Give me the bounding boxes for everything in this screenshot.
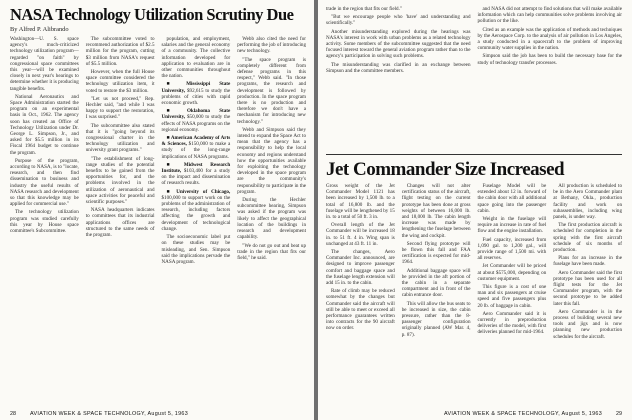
paragraph	[553, 222, 622, 253]
paragraph-text: Plans for an increase in the fuselage have been made.	[553, 255, 622, 268]
paragraph-text: $92,615 to study the problems of cities with rapid economic growth.	[161, 87, 231, 107]
paragraph-text: The subcommittee voted to recommend authorization of $2.5 million for the program, cutting $3 million from NASA's request of $5.5 million.	[85, 36, 155, 67]
paragraph-text: The subcommittee also stated that it is "going beyond its congressional charter in the technology utilization and university grant programs."	[85, 122, 155, 154]
paragraph	[478, 311, 547, 336]
paragraph-text: However, when the full House space committee considered the technology utilization item, it voted to restore the $3 million.	[85, 69, 155, 94]
paragraph-text: National Aeronautics and Space Administration started the program on an experimental basis in Oct., 1962. The agency soon has created an Office of Technology Utilization under Dr. George L. Simpson, Jr., and asked for $5.5 million in its Fiscal 1964 budget to continue the program.	[10, 93, 79, 156]
paragraph-text: Fuselage Model will be extended about 12 in. forward of the cabin door with all additional space going into the passenger cabin.	[477, 183, 547, 214]
paragraph	[86, 123, 155, 154]
paragraph-text: Cited as an example was the application of methods and techniques by the Aerospace Corp. to the analysis of air pollution in Los Angeles, a study conducted in a spacecraft to the problem of improving community water supplies in the nation.	[477, 26, 622, 52]
paragraph	[478, 183, 547, 214]
text-column	[86, 36, 155, 267]
paragraph	[86, 156, 155, 206]
paragraph-text: $100,000 to support work on the problems of the administration of research, including factors affecting the growth and development of technological change.	[161, 194, 231, 232]
paragraph	[326, 288, 395, 331]
paragraph	[326, 14, 471, 26]
paragraph	[478, 27, 623, 52]
paragraph	[326, 222, 395, 247]
paragraph-text: The first production aircraft is scheduled for completion in the spring with the first aircraft schedule of six months of production.	[553, 222, 622, 254]
paragraph-text: Aero Commander said it is currently in preproduction deliveries of the model, with first deliveries planned for mid-1964.	[477, 310, 547, 336]
paragraph	[162, 81, 231, 106]
paragraph	[237, 127, 306, 195]
paragraph	[553, 270, 622, 307]
paragraph	[162, 189, 231, 232]
paragraph	[326, 29, 471, 60]
paragraph	[326, 249, 395, 286]
byline: By Alfred P. Alibrando	[10, 26, 69, 33]
paragraph-text: Jet Commander will be priced at about $575,000, depending on customer equipment.	[477, 263, 547, 282]
page-number: 28	[10, 411, 16, 417]
paragraph	[326, 183, 395, 220]
text-column	[326, 6, 471, 76]
paragraph	[402, 241, 471, 266]
paragraph	[402, 183, 471, 239]
paragraph-text: The changes, Aero Commander Inc. announced, are designed to improve passenger comfort and baggage space and the fuselage length extension will add 15 in. to the cabin.	[326, 249, 395, 287]
text-column	[478, 6, 623, 76]
paragraph	[553, 255, 622, 267]
paragraph-text: Washington—U. S. space agency's much-criticized technology utilization program—regarded "on faith" by congressional space committees this year—will be examined closely in next year's hearings to determine whether it is producing tangible benefits.	[10, 36, 79, 92]
paragraph-text: Webb and Simpson said they intend to expand the Space Act to mean that the agency has a responsibility to help the local economy and regions understand how the opportunities available for exploiting the technology developed in the space program are the community's responsibility to participate in the program.	[237, 126, 306, 195]
paragraph	[237, 243, 306, 262]
paragraph	[162, 234, 231, 265]
paragraph-text: $50,000 to study the effects of NASA programs on the regional economy.	[161, 114, 231, 133]
paragraph-text: This will allow the bus seats to be increased in size, the cabin pressure, rather than the 8-passenger configuration originally planned (AW Mar. 4, p. 87).	[401, 300, 471, 338]
page-footer	[444, 411, 622, 417]
paragraph-lead: ■ American Academy of Arts & Sciences,	[161, 135, 231, 148]
continued-columns	[326, 6, 622, 76]
paragraph-text: $103,400 for a study on the impact and dissemination of research results.	[161, 168, 231, 187]
paragraph	[86, 207, 155, 238]
paragraph	[162, 135, 231, 160]
paragraph-text: "But we encourage people who 'have' and understanding and scientifically."	[326, 14, 471, 27]
paragraph-lead: ■ Midwest Research Institute,	[161, 161, 231, 175]
paragraph-text: The misunderstanding was clarified in an exchange between Simpson and the committee members.	[326, 61, 471, 74]
paragraph-text: Gross weight of the Jet Commander Model 1121 has been increased by 1,500 lb. to a total of 16,800 lb. and the fuselage will be lengthened by 15 in. to a total of 50 ft. 3 in.	[326, 183, 395, 221]
paragraph-text: Webb also cited the need for performing the job of introducing new technology.	[237, 36, 306, 55]
article-columns	[326, 183, 622, 342]
paragraph	[326, 62, 471, 74]
paragraph	[10, 158, 79, 208]
paragraph	[478, 6, 623, 25]
paragraph-text: Fuel capacity, increased from 1,090 gal. to 1,200 gal., will provide range of 1,500 mi. with all reserves.	[477, 236, 547, 262]
paragraph-text: population, and employment, salaries and the general economy of a community. The collective information developed for application to evaluation are in other communities throughout the nation.	[161, 36, 231, 80]
text-column	[10, 36, 79, 267]
article-headline: NASA Technology Utilization Scrutiny Due	[10, 5, 294, 24]
paragraph	[326, 6, 471, 12]
paragraph	[478, 53, 623, 65]
paragraph	[86, 96, 155, 121]
paragraph-text: The technology utilization program was studied carefully this year by House space committee's Subcommittee.	[10, 209, 79, 235]
paragraph-text: Second flying prototype will be flown this fall and FAA certification is expected for mid-1964.	[401, 240, 471, 266]
paragraph-lead: ■ Oklahoma State University,	[161, 108, 231, 121]
article-headline: Jet Commander Size Increased	[326, 159, 565, 180]
section-divider	[326, 154, 622, 155]
paragraph	[162, 36, 231, 79]
paragraph	[10, 209, 79, 234]
paragraph	[86, 36, 155, 67]
paragraph-text: "The space program is completely different from defense programs in this respect," Webb said. "In those programs, the research and development is followed by production. In the space program there is no production and therefore we don't have a mechanism for introducing new technology."	[237, 56, 306, 125]
paragraph	[237, 57, 306, 125]
paragraph	[162, 162, 231, 187]
paragraph-text: During the Hechler subcommittee hearing, Simpson was asked if the program was likely to affect the geographical location of the buildings in research and development capability.	[237, 197, 306, 241]
paragraph-text: $150,000 to make a study of the long-range implications of NASA programs.	[161, 141, 231, 160]
paragraph	[10, 94, 79, 156]
paragraph-text: trade in the region that fits our field."	[326, 6, 402, 12]
footer-title: AVIATION WEEK & SPACE TECHNOLOGY, August 5, 1963	[443, 411, 602, 417]
text-column	[402, 183, 471, 342]
article-columns	[10, 36, 306, 267]
paragraph	[402, 301, 471, 338]
paragraph-text: Aero Commander said the first prototype has been used for all flight tests for the Jet Commander program, with the second prototype to be added later this fall.	[553, 269, 622, 307]
text-column	[237, 36, 306, 267]
paragraph-text: Purpose of the program, according to NASA, is to "locate, research, and then find dissemination to business and industry the useful results of NASA research and development so that this knowledge may be applied for commercial use."	[10, 157, 79, 208]
text-column	[326, 183, 395, 342]
paragraph-text: Additional baggage space will be provided in the aft portion of the cabin in a separate compartment and in front of the cabin entrance door.	[401, 267, 471, 299]
paragraph-text: Overall length of the Jet Commander will be increased 18 in. to 51 ft. 4 in. Wing span is unchanged at 43 ft. 11 in.	[326, 222, 395, 247]
paragraph	[402, 268, 471, 299]
paragraph-text: All production is scheduled to be in the Aero Commander plant at Bethany, Okla., production facility and work on subassemblies, including wing panels, is under way.	[553, 183, 622, 221]
paragraph-text: Aero Commander is in the process of building several new tools and jigs and is now planning new production schedules for the aircraft.	[553, 308, 622, 340]
paragraph	[237, 36, 306, 55]
paragraph-text: "The establishment of long-range studies of the potential benefits to be gained from the opportunities for, and the problems involved in the utilization of aeronautical and space activities for peaceful and scientific purposes."	[85, 155, 155, 206]
paragraph	[478, 263, 547, 282]
footer-title: AVIATION WEEK & SPACE TECHNOLOGY, August 5, 1963	[30, 411, 189, 417]
paragraph-text: Changes will not alter certification status of the aircraft, flight testing on the current prototype has been done at gross weights of between 16,000 lb. and 18,000 lb. The cabin length increase was made by lengthening the fuselage between the wing and cockpit.	[401, 183, 471, 239]
paragraph	[478, 216, 547, 235]
paragraph-text: "We do not go out and beat up trade in the region that fits our field," he said.	[237, 242, 306, 261]
paragraph-text: and NASA did not attempt to find solutions that will make available information which can help communities solve problems involving air pollution or the like.	[477, 6, 622, 25]
paragraph	[478, 237, 547, 262]
paragraph	[553, 309, 622, 340]
paragraph-text: Weight in the fuselage will require an increase in rate of fuel flow and the engine installation.	[477, 216, 547, 235]
paragraph-text: Rate of climb may be reduced somewhat by the changes but Commander said the aircraft will still be able to meet or exceed all performance guarantees written into contracts for the 90 aircraft now on order.	[326, 288, 395, 332]
paragraph-text: The socioeconomic label put on these studies may be misleading, and Sen. Simpson said the implications pervade the NASA program.	[161, 234, 231, 265]
paragraph-text: Another misunderstanding explored during the hearings was NASA's interest in work with urban problems as a related technology activity. Some members of the subcommittee suggested that the need focused interest toward the general aviation program rather than to the agency's participation in solving such problems.	[326, 28, 471, 60]
paragraph	[553, 183, 622, 220]
paragraph-lead: ■ Mississippi State University,	[161, 81, 231, 94]
paragraph	[10, 36, 79, 92]
paragraph	[237, 197, 306, 240]
paragraph-lead: ■ University of Chicago,	[166, 188, 231, 195]
text-column	[478, 183, 547, 342]
left-page	[0, 0, 314, 420]
right-page	[318, 0, 632, 420]
continued-article	[326, 6, 622, 152]
text-column	[553, 183, 622, 342]
page-footer	[10, 411, 188, 417]
paragraph	[478, 284, 547, 309]
paragraph-text: Simpson said the job has been to build the necessary base for the study of technology transfer processes.	[477, 53, 622, 66]
page-number: 29	[616, 411, 622, 417]
paragraph	[162, 108, 231, 133]
text-column	[162, 36, 231, 267]
paragraph-text: This figure is a cost of one man and six passengers at cruise speed and five passengers plus 20 lb. of baggage in cabin.	[477, 284, 547, 309]
paragraph-text: NASA headquarters indicates to committees that its industrial applications offices are structured to the same needs of the program.	[85, 207, 155, 239]
paragraph-text: "Let us not proceed," Rep. Hechler said, "and while I was happy to support the restoration, I was surprised."	[85, 95, 155, 121]
paragraph	[86, 69, 155, 94]
